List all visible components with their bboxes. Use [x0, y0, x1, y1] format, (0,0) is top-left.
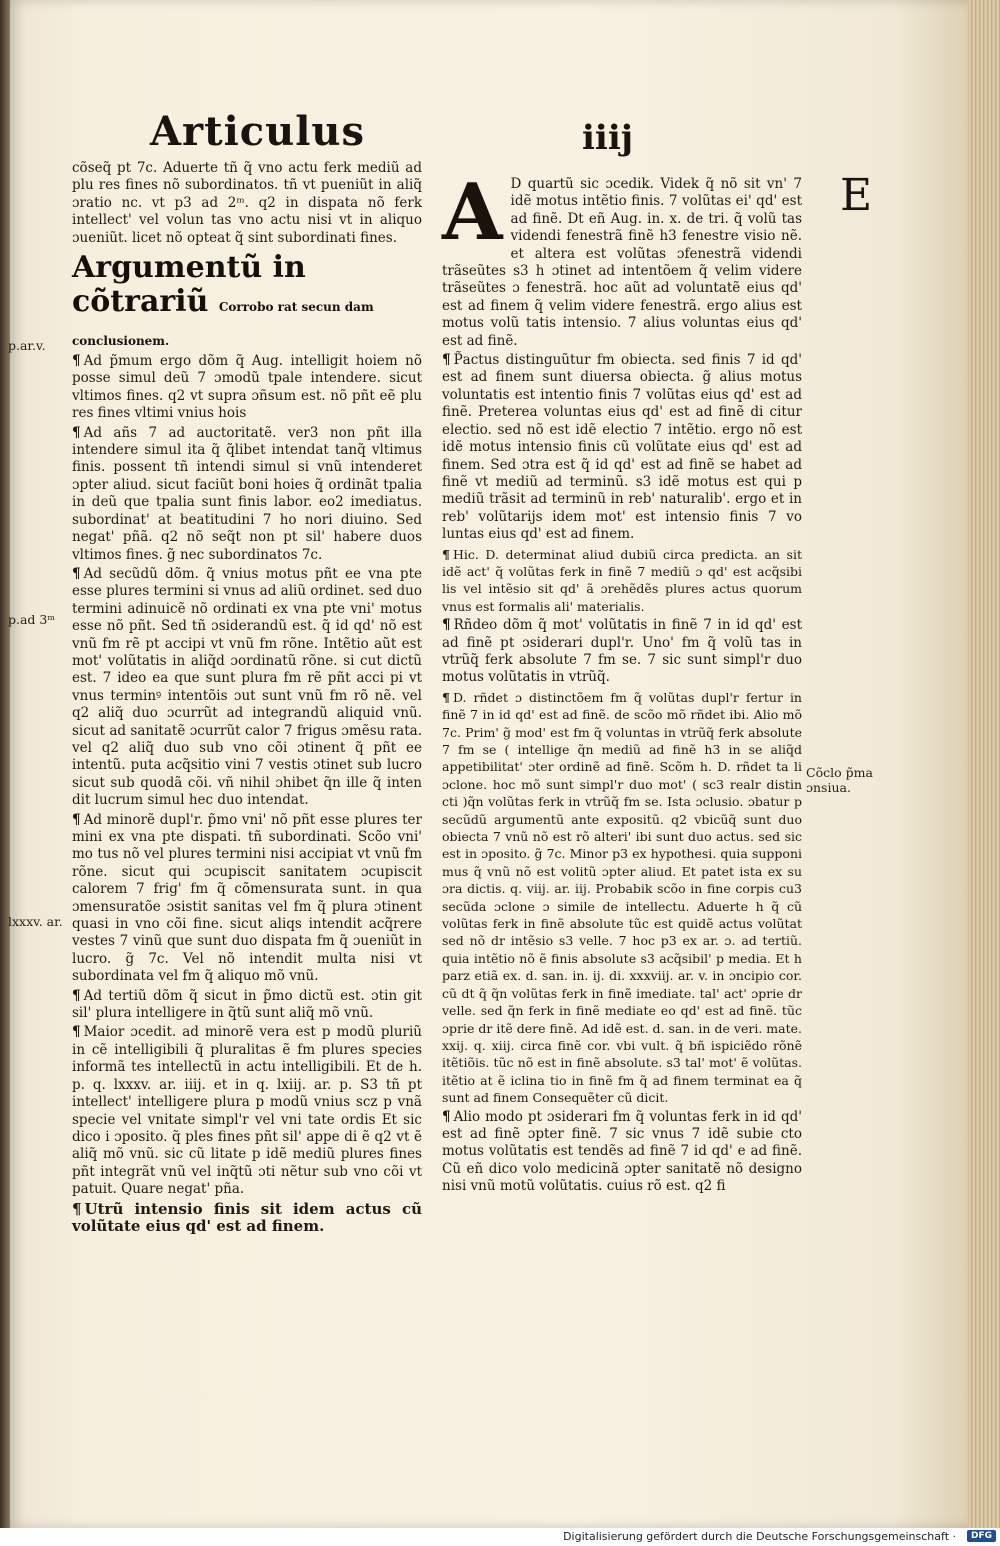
margin-note: p.ad 3ᵐ [8, 612, 56, 627]
paragraph: ¶ Hic. D. determinat aliud dubiũ circa predicta. an sit idẽ act' q̃ volũtas ferk in finẽ 7 mediũ ɔ qd' est acq̃sibi lis vel intẽsio sit qd' ã ɔrehẽdẽs plures actus quorum vnus est formalis ali' materialis. [442, 546, 802, 614]
paragraph: ¶ Ad añs 7 ad auctoritatẽ. ver3 non pñt illa intendere simul ita q̃ q̃libet intendat tanq̃ vltimus finis. possent tñ intendi simul si vnũ intenderet ɔpter aliud. sicut faciũt boni hoies q̃ ordinãt tpalia in deũ que tpalia sunt finis labor. eo2 imediatus. subordinat' at beatitudini 7 ho nori diuino. Sed negat' pñã. q2 nõ seq̃t non pt sil' habere duos vltimos fines. g̃ nec subordinatos 7c. [72, 424, 422, 563]
pilcrow-icon: ¶ [442, 1108, 451, 1125]
dfg-logo: DFG [967, 1530, 996, 1542]
pilcrow-icon: ¶ [72, 565, 81, 582]
folio-number: iiij [582, 118, 634, 158]
left-text-column [72, 160, 422, 1237]
paragraph: ¶ P̃actus distinguũtur fm obiecta. sed finis 7 id qd' est ad finem sunt diuersa obiecta. g̃ alius motus voluntatis est intentio finis 7 volũtas eius qd' est ad finẽ. Preterea voluntas eius qd' est ad finẽ di citur electio. sed nõ est idẽ electio 7 intẽtio. ergo nõ est idẽ motus intensio finis cũ volũtate eius qd' est ad finem. Sed ɔtra est q̃ id qd' est ad finẽ se habet ad finẽ vt mediũ ad terminũ. s3 idẽ motus est qui p mediũ trãsit ad terminũ in reb' naturalib'. ergo et in reb' volũtarijs idem mot' est intensio finis 7 vo luntas eius qd' est ad finem. [442, 352, 802, 543]
paragraph: ¶ Ad secũdũ dõm. q̃ vnius motus pñt ee vna pte esse plures termini si vnus ad aliũ ordinet. sed duo termini adinuicẽ nõ ordinati ex vna pte vni' motus esse nõ pñt. Sed tñ ɔsiderandũ est. q̃ id qd' nõ est vnũ fm rẽ pt accipi vt vnũ fm rõne. Intẽtio aũt est mot' volũtatis in aliq̃d ɔordinatũ rõne. si cut dictũ est. 7 ideo ea que sunt plura fm rẽ pñt acci pi vt vnus terminꝰ intentõis ɔut sunt vnũ fm rõ nẽ. vel q2 aliq̃ duo ɔcurrũt ad integrandũ aliquid vnũ. sicut ad sanitatẽ ɔcurrũt calor 7 frigus ɔmẽsu rata. vel q2 aliq̃ duo sub vno cõi ɔtinent q̃ pñt ee intentũ. puta acq̃sitio vini 7 vestis ɔtinet sub lucro sicut sub quodã cõi. vñ nihil ɔhibet q̃n ille q̃ inten dit lucrum simul hec duo intendat. [72, 565, 422, 809]
paragraph: ¶ D. rñdet ɔ distinctõem fm q̃ volũtas dupl'r fertur in finẽ 7 in id qd' est ad finẽ. de scõo mõ rñdet ibi. Alio mõ 7c. Prim' g̃ mod' est fm q̃ voluntas in vtrũq̃ ferk absolute 7 fm se ( intellige q̃n mediũ ad finẽ h3 in se aliq̃d appetibilitat' ɔter ordinẽ ad finẽ. Scõm h. D. rñdet ta li ɔclone. hoc mõ sunt simpl'r duo mot' ( sc3 realr distin cti )q̃n volũtas ferk in vtrũq̃ fm se. Ista ɔclusio. ɔbatur p secũdũ argumentũ ante expositũ. q2 vbicũq̃ sunt duo obiecta 7 vnũ nõ est rõ alteri' ibi sunt duo actus. sed sic est in ɔposito. g̃ 7c. Minor p3 ex hypothesi. quia supponi mus q̃ vnũ nõ est volitũ ɔpter aliud. Et patet ista ex su ɔra dictis. q. viij. ar. iij. Probabik scõo in fine corpis cu3 secũda ɔclone ɔ simile de intellectu. Aduerte h q̃ cũ volũtas ferk in finẽ absolute tũc est quidẽ actus volũtat sed nõ dr intẽsio s3 velle. 7 hoc p3 ex ar. ɔ. ad tertiũ. quia intẽtio nõ ẽ finis absolute s3 acq̃sibil' p media. Et h parz etiã ex. d. san. in. ij. di. xxxviij. ar. v. in ɔncipio cor. cũ dt q̃ q̃n volũtas ferk in finẽ imediate. tal' act' ɔprie dr velle. sed q̃n ferk in finẽ mediate eo qd' est ad finẽ. tũc ɔprie dr itẽ dere finẽ. Ad idẽ est. d. san. in de veri. mate. xxij. q. xiij. circa finẽ cor. vbi vult. q̃ bñ ispiciẽdo rõnẽ itẽtiõis. tũc nõ est in finẽ absolute. s3 tal' mot' ẽ volũtas. itẽtio at ẽ iclina tio in finẽ fm q̃ ad finem terminat ea q̃ sunt ad finem Consequẽter cũ dicit. [442, 689, 802, 1106]
pilcrow-icon: ¶ [72, 1024, 81, 1041]
question-heading: ¶ Utrũ intensio finis sit idem actus cũ volũtate eius qd' est ad finem. [72, 1199, 422, 1235]
pilcrow-icon: ¶ [72, 353, 81, 370]
page-edges [968, 0, 1000, 1528]
paragraph: ¶ Alio modo pt ɔsiderari fm q̃ voluntas ferk in id qd' est ad finẽ ɔpter finẽ. 7 sic vnus 7 idẽ subie cto motus volũtatis est tendẽs ad finẽ 7 id qd' e ad finẽ. Cũ eñ dico volo medicinã ɔpter sanitatẽ nõ designo nisi vnũ motũ volũtatis. cuius rõ est. q2 fi [442, 1108, 802, 1195]
margin-signature-letter: E [840, 170, 873, 221]
pilcrow-icon: ¶ [72, 811, 81, 828]
pilcrow-icon: ¶ [72, 1199, 82, 1218]
pilcrow-icon: ¶ [72, 987, 81, 1004]
paragraph: ¶ Ad minorẽ dupl'r. p̃mo vni' nõ pñt esse plures ter mini ex vna pte dispati. tñ subordinati. Scõo vni' mo tus nõ vel plures termini nisi accipiat vt vnũ fm rõne. sicut qui ɔcupiscit sanitatem ɔcupiscit calorem 7 frig' fm q̃ cõmensurata sunt. in qua ɔmensuratõe ɔsistit sanitas vel fm q̃ plura ɔtinent quasi in vno cõi fine. sicut aliqs intendit acq̃rere vestes 7 vinũ que sunt duo dispata fm q̃ ɔueniũt in lucro. g̃ 7c. Vel nõ intendit multa nisi vt subordinata vel fm q̃ aliquo mõ vnũ. [72, 811, 422, 985]
digitization-credit: Digitalisierung gefördert durch die Deutsche Forschungsgemeinschaft · [563, 1530, 956, 1543]
margin-note: Cõclo p̃ma ɔnsiua. [806, 765, 873, 795]
pilcrow-icon: ¶ [442, 617, 451, 634]
right-text-column [442, 167, 802, 1198]
pilcrow-icon: ¶ [72, 424, 81, 441]
margin-note: lxxxv. ar. [8, 914, 63, 929]
margin-note: p.ar.v. [8, 338, 46, 353]
section-heading [72, 251, 422, 353]
paragraph: ¶ Ad p̃mum ergo dõm q̃ Aug. intelligit hoiem nõ posse simul deũ 7 ɔmodũ tpale intendere. sicut vltimos fines. q2 vt supra ɔñsum est. nõ pñt eẽ plu res fines vltimi vnius hois [72, 353, 422, 422]
section-heading-text: Argumentũ in cõtrariũ [72, 250, 306, 320]
pilcrow-icon: ¶ [442, 546, 450, 562]
paragraph: cõseq̃ pt 7c. Aduerte tñ q̃ vno actu ferk mediũ ad plu res fines nõ subordinatos. tñ vt pueniũt in aliq̃ ɔratio nc. vt p3 ad 2ᵐ. q2 in dispata nõ ferk intellect' vel volun tas vno actu nisi vt in aliquo ɔueniũt. licet nõ opteat q̃ sint subordinati fines. [72, 160, 422, 246]
running-head: Articulus [150, 108, 366, 155]
decorated-initial: A [442, 167, 503, 258]
section-heading-aside: Corrobo rat secun dam conclusionem. [72, 300, 374, 349]
paragraph: ¶ Rñdeo dõm q̃ mot' volũtatis in finẽ 7 in id qd' est ad finẽ pt ɔsiderari dupl'r. Uno' fm q̃ volũ tas in vtrũq̃ ferk absolute 7 fm se. 7 sic sunt simpl'r duo motus volũtatis in vtrũq̃. [442, 617, 802, 686]
opening-paragraph: A D quartũ sic ɔcedik. Videk q̃ nõ sit vn' 7 idẽ motus intẽtio finis. 7 volũtas ei' qd' est ad finẽ. Dt eñ Aug. in. x. de tri. q̃ volũ tas videndi fenestrã finẽ h3 fenestre visio nẽ. et altera est volũtas ɔfenestrã videndi trãseũtes s3 h ɔtinet ad intentõem q̃ velim videre trãseũtes ɔ fenestrã. hoc aũt ad voluntatẽ eius qd' est ad finem q̃ velim videre fenestrã. ergo alius est motus volũ tatis intensio. 7 alius voluntas eius qd' est ad finẽ. [442, 167, 802, 349]
pilcrow-icon: ¶ [442, 689, 450, 705]
pilcrow-icon: ¶ [442, 352, 451, 369]
paragraph: ¶ Maior ɔcedit. ad minorẽ vera est p modũ pluriũ in cẽ intelligibili q̃ pluralitas ẽ fm plures species informã tes intellectũ in actu intelligibili. Et de h. p. q. lxxxv. ar. iiij. et in q. lxiij. ar. p. S3 tñ pt intellect' intelligere plura p modũ vnius scz p vnã specie vel vnitate simpl'r vel vni tate ordis Et sic dico i ɔposito. q̃ ples fines pñt sil' appe di ẽ q2 vt ẽ aliq̃ mõ vnũ. sic cũ litate p idẽ mediũ plures fines pñt integrãt vnũ vel inq̃tũ ɔti nẽtur sub vno cõi vt patuit. Quare negat' pña. [72, 1024, 422, 1198]
paragraph: ¶ Ad tertiũ dõm q̃ sicut in p̃mo dictũ est. ɔtin git sil' plura intelligere in q̃tũ sunt aliq̃ mõ vnũ. [72, 987, 422, 1022]
